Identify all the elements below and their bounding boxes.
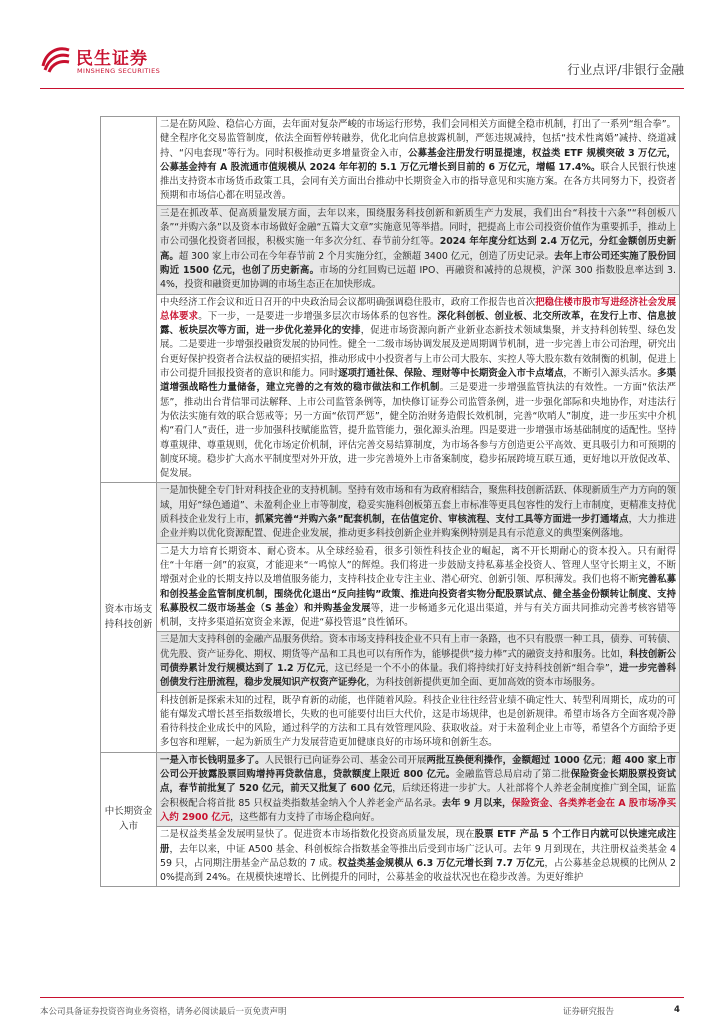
text-run: 等，进一步畅通多元化退出渠道，并与有关方面共同推动完善考核容错等机制，支持多渠道拓宽资金来源，促进“募投管退”良性循环。 bbox=[160, 602, 676, 629]
bold-text: 多渠道增强战略性力量储备，建立完善的之有效的稳市做法和工作机制 bbox=[160, 368, 676, 394]
row-label: 资本市场支持科技创新 bbox=[101, 483, 157, 752]
text-run: 联合人民银行快速推出支持资本市场货币政策工具，会同有关方面出台推动中长期资金入市的指导意见和实施方案。在各方共同努力下，投资者预期和市场信心都在明显改善。 bbox=[160, 161, 676, 202]
highlight-text: 把稳住楼市股市写进经济社会发展总体要求 bbox=[160, 296, 676, 322]
text-run: ，占公募基金总规模的比例从 20%提高到 24%。在规模快速增长、比例提升的同时，公募基金的收益状况也在稳步改善。为更好维护 bbox=[160, 857, 676, 884]
paragraph-text bbox=[157, 544, 679, 632]
text-run: 一是加快健全专门针对科技企业的支持机制。坚持有效市场和有为政府相结合，聚焦科技创新活跃、体现新质生产力方向的领域，用好“绿色通道”、未盈利企业上市等制度，稳妥实施科创板第五套上市标准等更具包容性的发行上市制度，更精准支持优质科技企业发行上市， bbox=[160, 485, 676, 526]
text-run: 市场的分红回购已远超 IPO、再融资和减持的总规模，沪深 300 指数股息率达到 3.4%，投资和融资更加协调的市场生态正在加快形成。 bbox=[160, 264, 676, 291]
bold-text: 权益类基金规模从 6.3 万亿元增长到 7.7 万亿元 bbox=[337, 857, 545, 869]
text-run: 中央经济工作会议和近日召开的中央政治局会议都明确强调稳住股市，政府工作报告也首次 bbox=[160, 296, 536, 308]
logo-english-name: MINSHENG SECURITIES bbox=[77, 67, 161, 75]
text-run: 。三是要进一步增强监管执法的有效性。一方面“依法严惩”，推动出台背信罪司法解释、上市公司监管条例等，加快修订证券公司监管条例，进一步强化部际和央地协作，对违法行为依法实施有效的联合惩戒等；另一方面“依罚严惩”，健全防治财务造假长效机制，完善“吹哨人”制度，进一步压实中介机构“看门人”责任，进一步加强科技赋能监管，提升监管能力，强化源头治理。四是要进一步增强市场基础制度的适配性。坚持尊重规律、尊重规则，优化市场定价机制，评估完善交易结算制度，为市场各参与方创造更公平高效、更具吸引力和可预期的制度环境。稳步扩大高水平制度型对外开放，进一步完善境外上市备案制度，稳步拓展跨境互联互通，更好地以开放促改革、促发展。 bbox=[160, 382, 676, 480]
table-row bbox=[101, 117, 680, 206]
text-run: 二是大力培育长期资本、耐心资本。从全球经验看，很多引领性科技企业的崛起，离不开长期耐心的资本投入。只有耐得住“十年磨一剑”的寂寞，才能迎来“一鸣惊人”的辉煌。我们将进一步鼓励支持私募基金投资人、管理人坚守长期主义，不断增强对企业的长期支持以及增值服务能力，支持科技企业专注主业、潜心研究、创新引领、厚积薄发。我们也将不断 bbox=[160, 545, 676, 586]
bold-text: 公募基金注册发行明显提速，权益类 ETF 规模突破 3 万亿元，公募基金持有 A 股流通市值规模从 2024 年年初的 5.1 万亿元增长到目前的 6 万亿元，增幅 17.4%。 bbox=[160, 147, 676, 173]
paragraph-text bbox=[157, 753, 679, 826]
minsheng-logo-icon bbox=[40, 42, 72, 74]
text-run: 二是权益类基金发展明显快了。促进资本市场指数化投资高质量发展，现在 bbox=[160, 829, 475, 841]
table-row bbox=[101, 827, 680, 887]
text-run: ，这些都有力支持了市场企稳向好。 bbox=[230, 811, 381, 823]
bold-text: 去年上市公司还实施了股份回购近 1500 亿元，也创了历史新高。 bbox=[160, 250, 676, 276]
bold-text: 深化科创板、创业板、北交所改革，在发行上市、信息披露、板块层次等方面，进一步优化差异化的安排 bbox=[160, 310, 676, 337]
logo-chinese-name: 民生证券 bbox=[76, 49, 148, 69]
text-run: ； bbox=[602, 754, 612, 766]
bold-text: 进一步完善科创债发行注册流程，稳步发展知识产权资产证券化 bbox=[160, 662, 676, 689]
bold-text: 抓紧完善“并购六条”配套机制，在估值定价、审核流程、支付工具等方面进一步打通堵点 bbox=[255, 514, 629, 526]
text-run: ，为科技创新提供更加全面、更加高效的资本市场服务。 bbox=[366, 677, 601, 689]
report-type-text: 证券研究报告 bbox=[563, 1007, 615, 1017]
text-run: ，后续还将进一步扩大。人社部将个人养老金制度推广到全国，证监会积极配合将首批 85 只权益类指数基金纳入个人养老金产品名录。 bbox=[160, 783, 676, 809]
report-category: 行业点评/非银行金融 bbox=[567, 62, 684, 77]
text-run: ，去年以来，中证 A500 基金、科创板综合指数基金等推出后受到市场广泛认可。去年 9 月到现在，共注册权益类基金 459 只，占同期注册基金产品总数的 7 成。 bbox=[160, 843, 676, 869]
text-run: ，不断引入源头活水。 bbox=[563, 368, 658, 380]
content-table bbox=[100, 116, 680, 887]
bold-text: 科技创新公司债券累计发行规模达到了 1.2 万亿元 bbox=[160, 648, 676, 674]
page-number: 4 bbox=[674, 1005, 680, 1015]
paragraph-cell bbox=[157, 632, 680, 692]
table-row bbox=[101, 692, 680, 752]
table-row bbox=[101, 294, 680, 483]
footer-divider bbox=[40, 997, 684, 998]
table-row bbox=[101, 483, 680, 543]
paragraph-text bbox=[157, 827, 679, 886]
text-run: ，大力推进企业并购以优化资源配置、促进企业发展，推动更多科技创新企业并购案例特别是具有示范意义的典型案例落地。 bbox=[160, 514, 676, 540]
paragraph-text bbox=[157, 117, 679, 205]
text-run: 超 300 家上市公司在今年春节前 2 个月实施分红，金额超 3400 亿元，创造了历史记录。 bbox=[178, 250, 555, 262]
table-row bbox=[101, 205, 680, 294]
paragraph-text bbox=[157, 483, 679, 542]
row-label: 中长期资金入市 bbox=[101, 752, 157, 887]
bold-text: 保险资金长期股票投资试点，春节前批复了 520 亿元，前天又批复了 600 亿元 bbox=[160, 769, 676, 795]
text-run: ，促进市场资源向新产业新业态新技术领域集聚，并支持科创转型、绿色发展。二是要进一步增强投融资发展的协同性。健全一二级市场协调发展及逆周期调节机制，进一步完善上市公司治理，研究出台更好保护投资者合法权益的硬招实招，推动形成中小投资者与上市公司大股东、实控人等大股东数有效制衡的机制，促进上市公司提升回报投资者的意识和能力。同时 bbox=[160, 325, 676, 380]
paragraph-text bbox=[157, 295, 679, 483]
bold-text: 超 400 家上市公司公开披露股票回购增持再贷款信息，贷款额度上限近 800 亿元。 bbox=[160, 754, 676, 781]
paragraph-text bbox=[157, 632, 679, 691]
text-run: 二是在防风险、稳信心方面，去年面对复杂严峻的市场运行形势，我们会同相关方面健全稳市机制，打出了一系列“组合拳”。健全程序化交易监管制度，依法全面暂停转融券，优化北向信息披露机制，严惩违规减持，包括“技术性离婚”减持、绕道减持、“闪电套现”等行为。同时积极推动更多增量资金入市， bbox=[160, 119, 676, 159]
header-divider bbox=[40, 88, 684, 89]
table-row bbox=[101, 543, 680, 632]
paragraph-cell bbox=[157, 827, 680, 887]
disclaimer-text: 本公司具备证券投资咨询业务资格，请务必阅读最后一页免责声明 bbox=[40, 1007, 287, 1017]
paragraph-cell bbox=[157, 752, 680, 826]
highlight-text: 保险资金、各类养老金在 A 股市场净买入约 2900 亿元 bbox=[160, 797, 676, 823]
paragraph-cell bbox=[157, 117, 680, 206]
text-run: ，这已经是一个不小的体量。我们将持续打好支持科技创新“组合拳”， bbox=[325, 662, 620, 674]
company-logo bbox=[40, 40, 180, 80]
page-header bbox=[0, 0, 724, 95]
paragraph-cell bbox=[157, 543, 680, 632]
bold-text: 2024 年年度分红达到 2.4 万亿元，分红金额创历史新高。 bbox=[160, 236, 676, 262]
bold-text: 股票 ETF 产品 5 个工作日内就可以快速完成注册 bbox=[160, 829, 676, 855]
table-row bbox=[101, 752, 680, 826]
paragraph-text bbox=[157, 693, 679, 752]
paragraph-cell bbox=[157, 483, 680, 543]
text-run: 金融监管总局启动了第二批 bbox=[455, 769, 571, 781]
text-run: 科技创新是探索未知的过程，既孕育新的动能，也伴随着风险。科技企业往往经营业绩不确定性大、转型利周期长，成功的可能有爆发式增长甚至指数级增长，失败的也可能要付出巨大代价，这是市场规律，也是创新规律。希望市场各方全面客观冷静看待科技企业成长中的风险，通过科学的方法和工具有效管理风险、获取收益。对于未盈利企业上市等，希望各个方面给予更多包容和理解，一起为新质生产力发展营造更加健康良好的市场环境和创新生态。 bbox=[160, 694, 676, 749]
table-row bbox=[101, 632, 680, 692]
bold-text: 一是入市长钱明显多了。 bbox=[160, 754, 265, 766]
bold-text: 去年 9 月以来， bbox=[441, 797, 512, 809]
bold-text: 两批互换便利操作，金额超过 1000 亿元 bbox=[426, 754, 603, 766]
text-run: 三是在抓改革、促高质量发展方面，去年以来，围绕服务科技创新和新质生产力发展，我们出台“科技十六条”“科创板八条”“并购六条”以及资本市场做好金融“五篇大文章”实施意见等举措。同时，把提高上市公司投资价值作为重要抓手，推动上市公司强化投资者回报，积极实施一年多次分红、春节前分红等。 bbox=[160, 207, 676, 248]
bold-text: 完善私募和创投基金监管制度机制，围绕优化退出“反向挂钩”政策、推进向投资者实物分配股票试点、健全基金份额转让制度、支持私募股权二级市场基金（S 基金）和并购基金发展 bbox=[160, 574, 676, 614]
paragraph-cell bbox=[157, 692, 680, 752]
text-run: 三是加大支持科创的金融产品服务供给。资本市场支持科技企业不只有上市一条路，也不只有股票一种工具，债券、可转债、优先股、资产证券化、期权、期货等产品和工具也可以有所作为，能够提供“接力棒”式的融资支持和服务。比如， bbox=[160, 634, 676, 660]
paragraph-cell bbox=[157, 294, 680, 483]
row-label bbox=[101, 117, 157, 483]
bold-text: 逐项打通社保、保险、理财等中长期资金入市卡点堵点 bbox=[338, 368, 564, 380]
text-run: 。下一步，一是要进一步增强多层次市场体系的包容性。 bbox=[198, 310, 438, 322]
paragraph-text bbox=[157, 206, 679, 294]
paragraph-cell bbox=[157, 205, 680, 294]
text-run: 人民银行已向证券公司、基金公司开展 bbox=[264, 754, 427, 766]
